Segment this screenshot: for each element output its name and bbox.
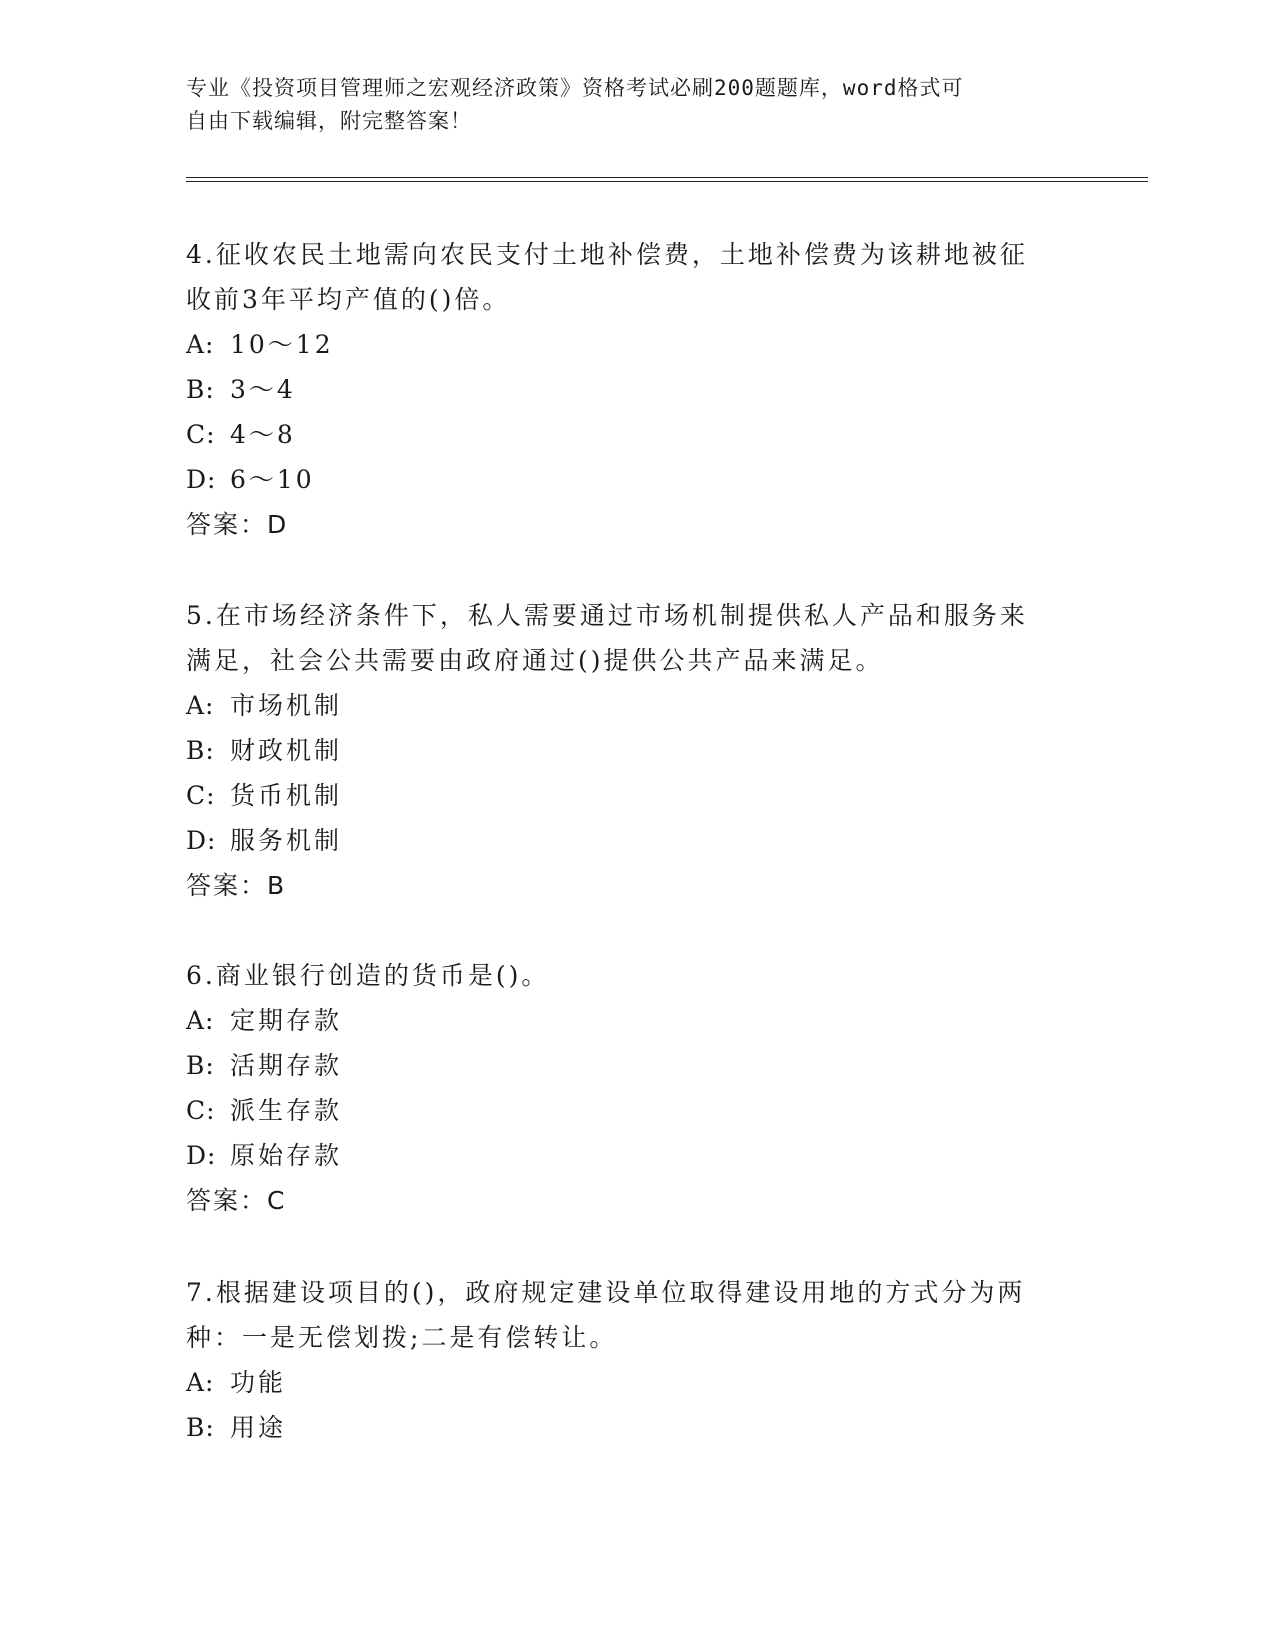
question-4 bbox=[186, 232, 1086, 547]
question-stem-line: 收前3年平均产值的()倍。 bbox=[186, 285, 511, 314]
option-b bbox=[186, 367, 1086, 412]
option-a bbox=[186, 998, 1086, 1043]
option-key: B: bbox=[186, 1413, 215, 1442]
header-divider-top bbox=[186, 177, 1148, 178]
option-text: 4～8 bbox=[230, 420, 296, 449]
option-text: 活期存款 bbox=[230, 1051, 343, 1080]
question-stem-line: 5.在市场经济条件下，私人需要通过市场机制提供私人产品和服务来 bbox=[186, 601, 1028, 630]
option-text: 10～12 bbox=[230, 330, 334, 359]
question-stem-line: 4.征收农民土地需向农民支付土地补偿费，土地补偿费为该耕地被征 bbox=[186, 240, 1028, 269]
answer-line: 答案：B bbox=[186, 871, 287, 900]
option-d bbox=[186, 818, 1086, 863]
option-key: B: bbox=[186, 1051, 215, 1080]
option-key: A: bbox=[186, 691, 215, 720]
option-text: 用途 bbox=[230, 1413, 287, 1442]
option-key: A: bbox=[186, 1368, 215, 1397]
question-5 bbox=[186, 593, 1086, 908]
question-stem-line: 满足，社会公共需要由政府通过()提供公共产品来满足。 bbox=[186, 646, 884, 675]
option-text: 派生存款 bbox=[230, 1096, 343, 1125]
answer-line: 答案：C bbox=[186, 1186, 287, 1215]
option-key: D: bbox=[186, 465, 217, 494]
option-c bbox=[186, 773, 1086, 818]
option-key: B: bbox=[186, 375, 215, 404]
option-text: 3～4 bbox=[230, 375, 296, 404]
question-stem-line: 7.根据建设项目的()，政府规定建设单位取得建设用地的方式分为两 bbox=[186, 1278, 1026, 1307]
option-b bbox=[186, 728, 1086, 773]
option-text: 功能 bbox=[230, 1368, 287, 1397]
option-a bbox=[186, 322, 1086, 367]
option-b bbox=[186, 1043, 1086, 1088]
option-b bbox=[186, 1405, 1086, 1450]
option-key: A: bbox=[186, 1006, 215, 1035]
option-key: C: bbox=[186, 781, 216, 810]
option-c bbox=[186, 412, 1086, 457]
option-text: 市场机制 bbox=[230, 691, 343, 720]
option-d bbox=[186, 457, 1086, 502]
question-stem-line: 种：一是无偿划拨;二是有偿转让。 bbox=[186, 1323, 618, 1352]
option-c bbox=[186, 1088, 1086, 1133]
header-divider-bottom bbox=[186, 181, 1148, 182]
option-text: 6～10 bbox=[230, 465, 315, 494]
question-stem-line: 6.商业银行创造的货币是()。 bbox=[186, 961, 550, 990]
option-a bbox=[186, 683, 1086, 728]
option-key: D: bbox=[186, 1141, 217, 1170]
option-a bbox=[186, 1360, 1086, 1405]
answer-line: 答案：D bbox=[186, 510, 289, 539]
option-key: C: bbox=[186, 1096, 216, 1125]
header-line-2: 自由下载编辑，附完整答案！ bbox=[186, 109, 472, 133]
option-text: 货币机制 bbox=[230, 781, 343, 810]
option-key: C: bbox=[186, 420, 216, 449]
document-header bbox=[186, 72, 1086, 138]
option-text: 服务机制 bbox=[230, 826, 343, 855]
option-d bbox=[186, 1133, 1086, 1178]
option-text: 原始存款 bbox=[230, 1141, 343, 1170]
option-key: D: bbox=[186, 826, 217, 855]
option-key: A: bbox=[186, 330, 215, 359]
option-text: 定期存款 bbox=[230, 1006, 343, 1035]
header-line-1: 专业《投资项目管理师之宏观经济政策》资格考试必刷200题题库，word格式可 bbox=[186, 76, 964, 100]
question-6 bbox=[186, 953, 1086, 1223]
option-text: 财政机制 bbox=[230, 736, 343, 765]
option-key: B: bbox=[186, 736, 215, 765]
question-7 bbox=[186, 1270, 1086, 1450]
